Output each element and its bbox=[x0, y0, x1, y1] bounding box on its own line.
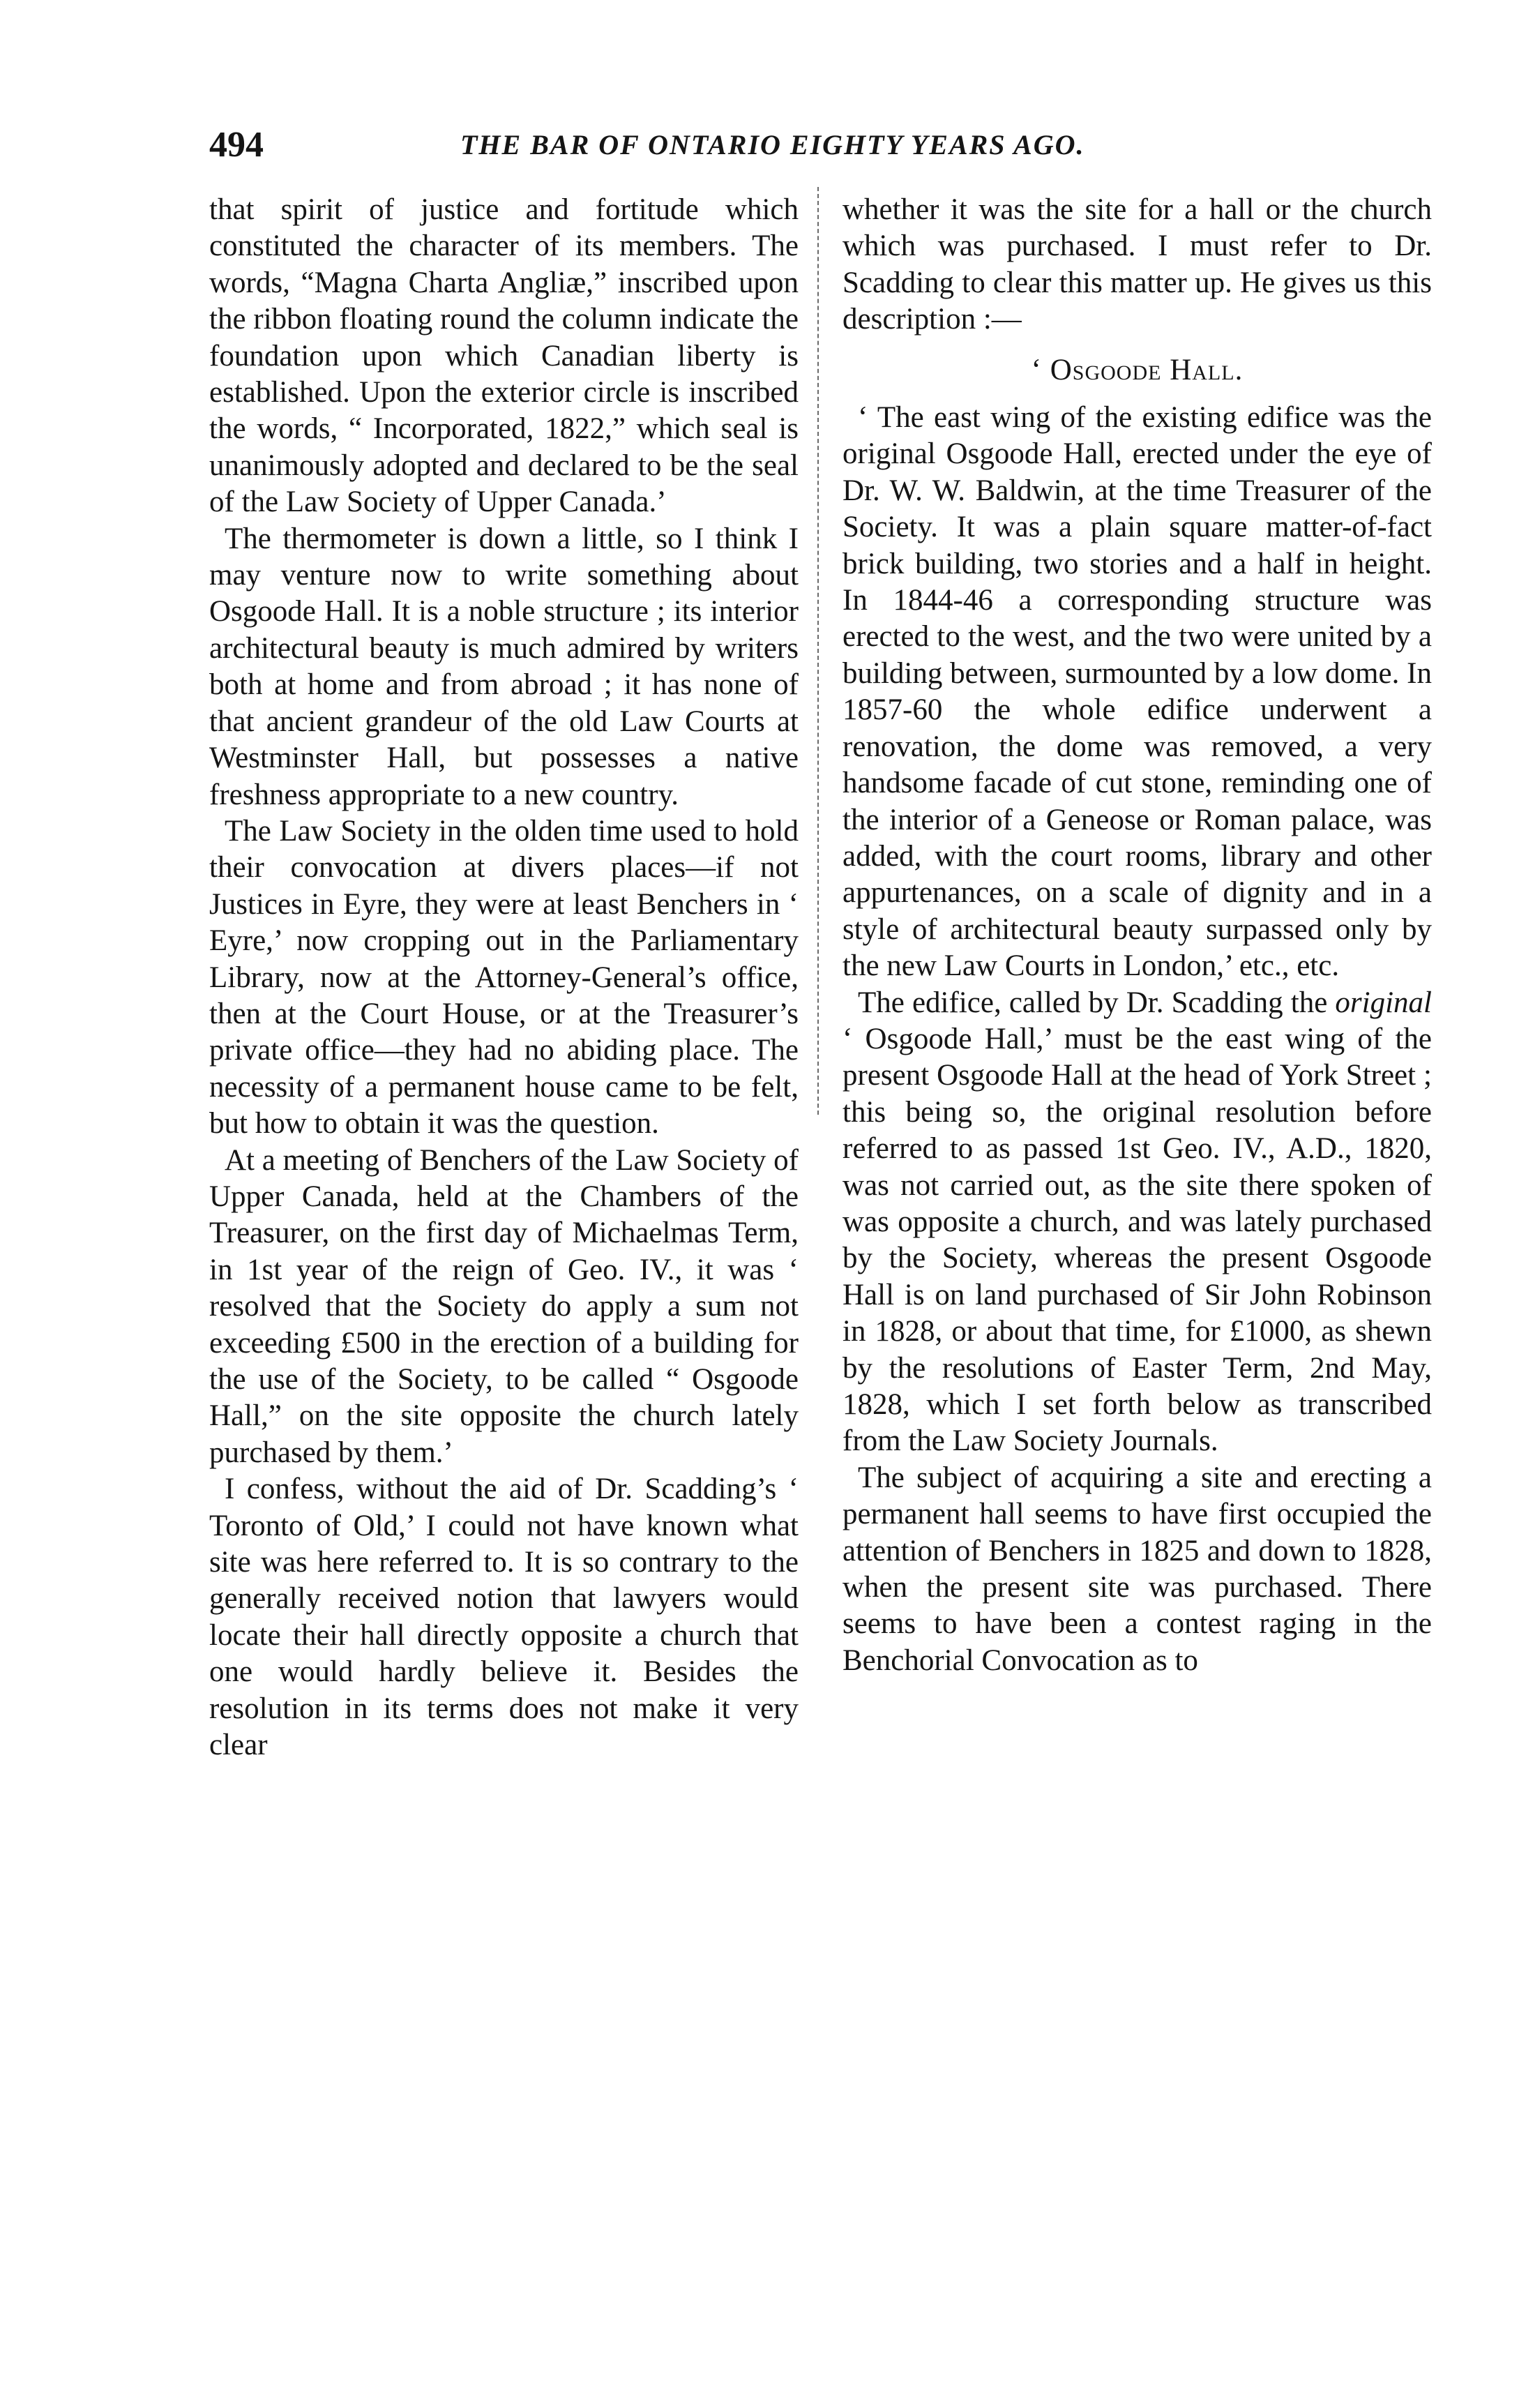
section-heading-osgoode-hall: ‘ Osgoode Hall. bbox=[1031, 353, 1244, 386]
page-number: 494 bbox=[209, 125, 264, 165]
column-divider bbox=[817, 187, 819, 1115]
paragraph-edifice bbox=[842, 985, 1432, 1460]
right-column bbox=[842, 192, 1432, 1679]
paragraph-thermometer: The thermometer is down a little, so I think I may venture now to write something about Osgoode Hall. It is a noble structure ; its interior architectural beauty is much admired by writers both at home and from abroad ; it has none of that ancient grandeur of the old Law Courts at Westminster Hall, but possesses a native freshness appropriate to a new country. bbox=[209, 522, 799, 811]
running-title: THE BAR OF ONTARIO EIGHTY YEARS AGO. bbox=[460, 129, 1085, 160]
paragraph-benchers-meeting: At a meeting of Benchers of the Law Society of Upper Canada, held at the Chambers of the Treasurer, on the first day of Michaelmas Term, in 1st year of the reign of Geo. IV., it was ‘ resolved that the Society do apply a sum not exceeding £500 in the erection of a building for the use of the Society, to be called “ Osgoode Hall,” on the site opposite the church lately purchased by them.’ bbox=[209, 1143, 799, 1469]
left-column bbox=[209, 192, 799, 1763]
edifice-text-start: The edifice, called by Dr. Scadding the bbox=[858, 986, 1328, 1019]
paragraph-confession: I confess, without the aid of Dr. Scadding’s ‘ Toronto of Old,’ I could not have known what site was here referred to. It is so contrary to the generally received notion that lawyers would locate their hall directly opposite a church that one would hardly believe it. Besides the resolution in its terms does not make it very clear bbox=[209, 1473, 799, 1762]
paragraph-acquiring-site: The subject of acquiring a site and erecting a permanent hall seems to have first occupied the attention of Benchers in 1825 and down to 1828, when the present site was purchased. There seems to have been a contest raging in the Benchorial Convocation as to bbox=[842, 1461, 1432, 1677]
edifice-text-end: ‘ Osgoode Hall,’ must be the east wing of the present Osgoode Hall at the head of York Street ; this being so, the original resolution before referred to as passed 1st Geo. IV., A.D., 1820, was not carried out, as the site there spoken of was opposite a church, and was lately purchased by the Society, whereas the present Osgoode Hall is on land purchased of Sir John Robinson in 1828, or about that time, for £1000, as shewn by the resolutions of Easter Term, 2nd May, 1828, which I set forth below as transcribed from the Law Society Journals. bbox=[842, 1022, 1432, 1458]
paragraph-seal-description: that spirit of justice and fortitude which constituted the character of its members. The words, “Magna Charta Angliæ,” inscribed upon the ribbon floating round the column indicate the foundation upon which Canadian liberty is established. Upon the exterior circle is inscribed the words, “ Incorporated, 1822,” which seal is unanimously adopted and declared to be the seal of the Law Society of Upper Canada.’ bbox=[209, 193, 799, 519]
edifice-italic-original: original bbox=[1335, 986, 1432, 1019]
paragraph-site-question: whether it was the site for a hall or the church which was purchased. I must refer to Dr. Scadding to clear this matter up. He gives us this description :— bbox=[842, 193, 1432, 336]
paragraph-convocation: The Law Society in the olden time used to hold their convocation at divers places—if not Justices in Eyre, they were at least Benchers in ‘ Eyre,’ now cropping out in the Parliamentary Library, now at the Attorney-General’s office, then at the Court House, or at the Treasurer’s private office—they had no abiding place. The necessity of a permanent house came to be felt, but how to obtain it was the question. bbox=[209, 814, 799, 1141]
paragraph-scadding-quote: ‘ The east wing of the existing edifice was the original Osgoode Hall, erected under the eye of Dr. W. W. Baldwin, at the time Treasurer of the Society. It was a plain square matter-of-fact brick building, two stories and a half in height. In 1844-46 a corresponding structure was erected to the west, and the two were united by a building between, surmounted by a low dome. In 1857-60 the whole edifice underwent a renovation, the dome was removed, a very handsome facade of cut stone, reminding one of the interior of a Geneose or Roman palace, was added, with the court rooms, library and other appurtenances, on a scale of dignity and in a style of architectural beauty surpassed only by the new Law Courts in London,’ etc., etc. bbox=[842, 401, 1432, 983]
page-header bbox=[0, 124, 1519, 180]
